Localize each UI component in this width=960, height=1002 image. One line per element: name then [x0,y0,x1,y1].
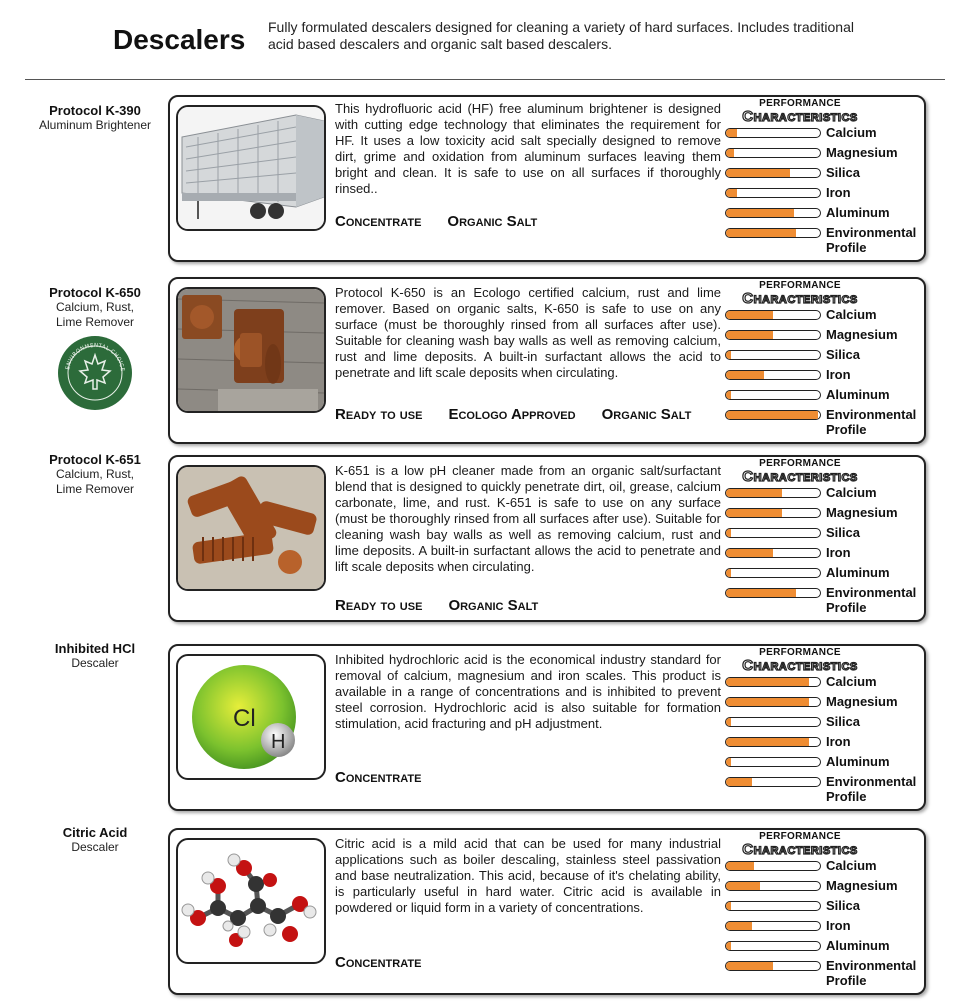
metric-bar [725,717,821,727]
metric-row [725,584,925,614]
metric-row [725,366,925,386]
metric-bar-fill [726,371,764,379]
product-name: Inhibited HCl [54,641,136,656]
metric-bar [725,901,821,911]
metric-list [725,857,925,987]
product-card-k651 [168,455,926,622]
metric-row [725,753,925,773]
metric-bar-fill [726,509,782,517]
metric-label: Calcium [826,485,877,500]
metric-bar [725,508,821,518]
metric-bar-fill [726,962,773,970]
metric-bar-fill [726,718,731,726]
aluminum-trailer-photo [176,105,326,231]
performance-heading: PERFORMANCE [759,647,841,658]
metric-bar-fill [726,189,737,197]
product-subtitle-2: Lime Remover [55,315,135,329]
metric-label: Magnesium [826,694,898,709]
product-subtitle: Descaler [71,840,119,854]
metric-bar-fill [726,149,734,157]
metric-label: Calcium [826,307,877,322]
product-card-k390 [168,95,926,262]
metric-bar-fill [726,331,773,339]
product-card-citric [168,828,926,995]
metric-row [725,673,925,693]
metric-row [725,713,925,733]
badge-text: ENVIRONMENTAL CHOICE [65,342,126,372]
performance-panel [725,458,925,614]
metric-bar-fill [726,311,773,319]
characteristics-heading: Characteristics [742,841,858,858]
metric-list [725,124,925,254]
metric-bar [725,548,821,558]
product-tags [335,406,717,423]
metric-bar [725,228,821,238]
metric-bar-fill [726,229,796,237]
metric-row [725,957,925,987]
metric-list [725,484,925,614]
metric-row [725,164,925,184]
tag-ecologo-approved: Ecologo Approved [448,406,576,423]
product-card-k650 [168,277,926,444]
metric-bar-fill [726,589,796,597]
product-description: K-651 is a low pH cleaner made from an organic salt/surfactant blend that is designed to quickly penetrate dirt, oil, grease, calcium carbonate, lime, and rust. K-651 is safe to use on any surface (must be thoroughly rinsed from all surfaces after use). Suitable for cleaning wash bay walls as well as removing calcium, rust and lime deposits. A built-in surfactant allows the acid to penetrate and lift scale deposits when circulating. [335,463,721,574]
metric-bar [725,208,821,218]
metric-label: Environmental Profile [826,958,917,988]
metric-row [725,204,925,224]
product-card-hcl [168,644,926,811]
metric-row [725,386,925,406]
metric-list [725,673,925,803]
metric-bar-fill [726,391,731,399]
metric-bar-fill [726,529,731,537]
metric-row [725,693,925,713]
metric-row [725,773,925,803]
metric-label: Aluminum [826,565,890,580]
product-label-k390 [20,103,170,133]
product-tags [335,213,563,230]
product-name: Citric Acid [62,825,128,840]
metric-bar-fill [726,862,754,870]
metric-bar-fill [726,882,760,890]
metric-label: Silica [826,347,860,362]
metric-label: Iron [826,185,851,200]
product-description: This hydrofluoric acid (HF) free aluminum brightener is designed with cutting edge technology that eliminates the requirement for HF. It uses a low toxicity acid salt specially designed to remove dirt, grime and oxidation from aluminum surfaces leaving them bright and clean. It is safe to use on all surfaces if thoroughly rinsed.. [335,101,721,196]
product-tags [335,954,447,971]
metric-label: Iron [826,734,851,749]
metric-label: Silica [826,714,860,729]
metric-label: Environmental Profile [826,225,917,255]
product-label-citric [20,825,170,855]
metric-bar-fill [726,778,752,786]
metric-bar [725,330,821,340]
metric-bar [725,861,821,871]
metric-label: Silica [826,525,860,540]
performance-heading: PERFORMANCE [759,458,841,469]
product-subtitle: Calcium, Rust, [55,300,135,314]
metric-row [725,504,925,524]
header-divider [25,79,945,80]
metric-row [725,544,925,564]
metric-label: Silica [826,165,860,180]
product-name: Protocol K-390 [49,103,141,118]
metric-row [725,524,925,544]
tag-concentrate: Concentrate [335,769,422,786]
performance-heading: PERFORMANCE [759,831,841,842]
metric-label: Silica [826,898,860,913]
metric-bar [725,410,821,420]
tag-organic-salt: Organic Salt [447,213,538,230]
metric-bar [725,390,821,400]
metric-bar-fill [726,902,731,910]
metric-label: Iron [826,918,851,933]
metric-row [725,484,925,504]
metric-row [725,326,925,346]
metric-bar [725,148,821,158]
metric-label: Environmental Profile [826,585,917,615]
characteristics-heading: Characteristics [742,290,858,307]
tag-concentrate: Concentrate [335,213,422,230]
metric-label: Aluminum [826,754,890,769]
metric-bar-fill [726,129,737,137]
metric-bar [725,881,821,891]
tag-ready-to-use: Ready to use [335,406,423,423]
metric-list [725,306,925,436]
characteristics-heading: Characteristics [742,108,858,125]
environmental-choice-logo [57,335,133,411]
performance-panel [725,647,925,803]
rusty-bolts-photo [176,287,326,413]
page-intro: Fully formulated descalers designed for cleaning a variety of hard surfaces. Includes traditional acid based descalers and organic salt based descalers. [268,19,854,52]
product-subtitle-2: Lime Remover [55,482,135,496]
metric-bar-fill [726,698,809,706]
hydrogen-label: H [271,731,286,753]
metric-row [725,937,925,957]
metric-bar [725,528,821,538]
product-subtitle: Aluminum Brightener [38,118,152,132]
metric-bar-fill [726,169,790,177]
metric-bar-fill [726,549,773,557]
metric-bar-fill [726,351,731,359]
metric-row [725,733,925,753]
metric-row [725,306,925,326]
metric-label: Calcium [826,674,877,689]
metric-bar-fill [726,569,731,577]
product-name: Protocol K-651 [49,452,141,467]
citric-acid-molecule [176,838,326,964]
performance-panel [725,280,925,436]
page-title: Descalers [113,24,246,55]
metric-bar-fill [726,209,794,217]
product-tags [335,597,564,614]
performance-panel [725,98,925,254]
metric-label: Magnesium [826,327,898,342]
metric-bar [725,568,821,578]
metric-bar [725,757,821,767]
metric-row [725,564,925,584]
metric-label: Environmental Profile [826,407,917,437]
product-subtitle: Descaler [71,656,119,670]
metric-bar [725,777,821,787]
product-subtitle: Calcium, Rust, [55,467,135,481]
metric-bar-fill [726,942,731,950]
metric-label: Aluminum [826,387,890,402]
metric-label: Environmental Profile [826,774,917,804]
metric-label: Calcium [826,125,877,140]
metric-row [725,124,925,144]
metric-bar [725,737,821,747]
product-description: Citric acid is a mild acid that can be used for many industrial applications such as boiler descaling, stainless steel passivation and base neutralization. This acid, because of it's chelating ability, is particularly useful in hard water. Citric acid is available in powdered or liquid form in a variety of concentrations. [335,836,721,915]
chlorine-label: Cl [233,705,256,732]
metric-row [725,144,925,164]
metric-bar-fill [726,489,782,497]
metric-bar [725,370,821,380]
metric-row [725,857,925,877]
product-name: Protocol K-650 [49,285,141,300]
product-label-k650 [20,285,170,411]
metric-bar [725,961,821,971]
characteristics-heading: Characteristics [742,468,858,485]
performance-panel [725,831,925,987]
metric-bar-fill [726,411,818,419]
tag-concentrate: Concentrate [335,954,422,971]
metric-row [725,224,925,254]
product-description: Inhibited hydrochloric acid is the economical industry standard for removal of calcium, magnesium and iron scales. This product is available in a range of concentrations and is inhibited to prevent steel corrosion. Hydrochloric acid is also suitable for formation stimulation, acid fracturing and pH adjustment. [335,652,721,731]
tag-organic-salt: Organic Salt [601,406,692,423]
metric-bar [725,168,821,178]
metric-label: Magnesium [826,145,898,160]
metric-bar [725,188,821,198]
tag-ready-to-use: Ready to use [335,597,423,614]
metric-bar [725,921,821,931]
performance-heading: PERFORMANCE [759,98,841,109]
metric-bar [725,310,821,320]
product-description: Protocol K-650 is an Ecologo certified calcium, rust and lime remover. Based on organic salts, K-650 is safe to use on any surface (must be thoroughly rinsed from all surfaces after use). Suitable for cleaning wash bay walls as well as removing calcium, rust and lime deposits. A built-in surfactant allows the acid to penetrate and lift scale deposits when circulating. [335,285,721,380]
metric-label: Magnesium [826,505,898,520]
metric-bar [725,588,821,598]
metric-row [725,184,925,204]
metric-bar-fill [726,758,731,766]
page-header [0,0,960,80]
metric-row [725,897,925,917]
characteristics-heading: Characteristics [742,657,858,674]
metric-label: Iron [826,545,851,560]
metric-bar [725,128,821,138]
metric-bar [725,488,821,498]
metric-label: Iron [826,367,851,382]
metric-label: Calcium [826,858,877,873]
hcl-molecule [176,654,326,780]
metric-row [725,877,925,897]
metric-row [725,346,925,366]
metric-bar-fill [726,922,752,930]
metric-bar [725,697,821,707]
metric-label: Aluminum [826,938,890,953]
product-label-k651 [20,452,170,497]
tag-organic-salt: Organic Salt [448,597,539,614]
product-label-hcl [20,641,170,671]
metric-bar [725,941,821,951]
metric-bar [725,350,821,360]
metric-bar-fill [726,678,809,686]
metric-label: Magnesium [826,878,898,893]
rusty-bolts-closeup-photo [176,465,326,591]
performance-heading: PERFORMANCE [759,280,841,291]
metric-bar [725,677,821,687]
metric-bar-fill [726,738,809,746]
product-tags [335,769,447,786]
metric-label: Aluminum [826,205,890,220]
metric-row [725,917,925,937]
metric-row [725,406,925,436]
